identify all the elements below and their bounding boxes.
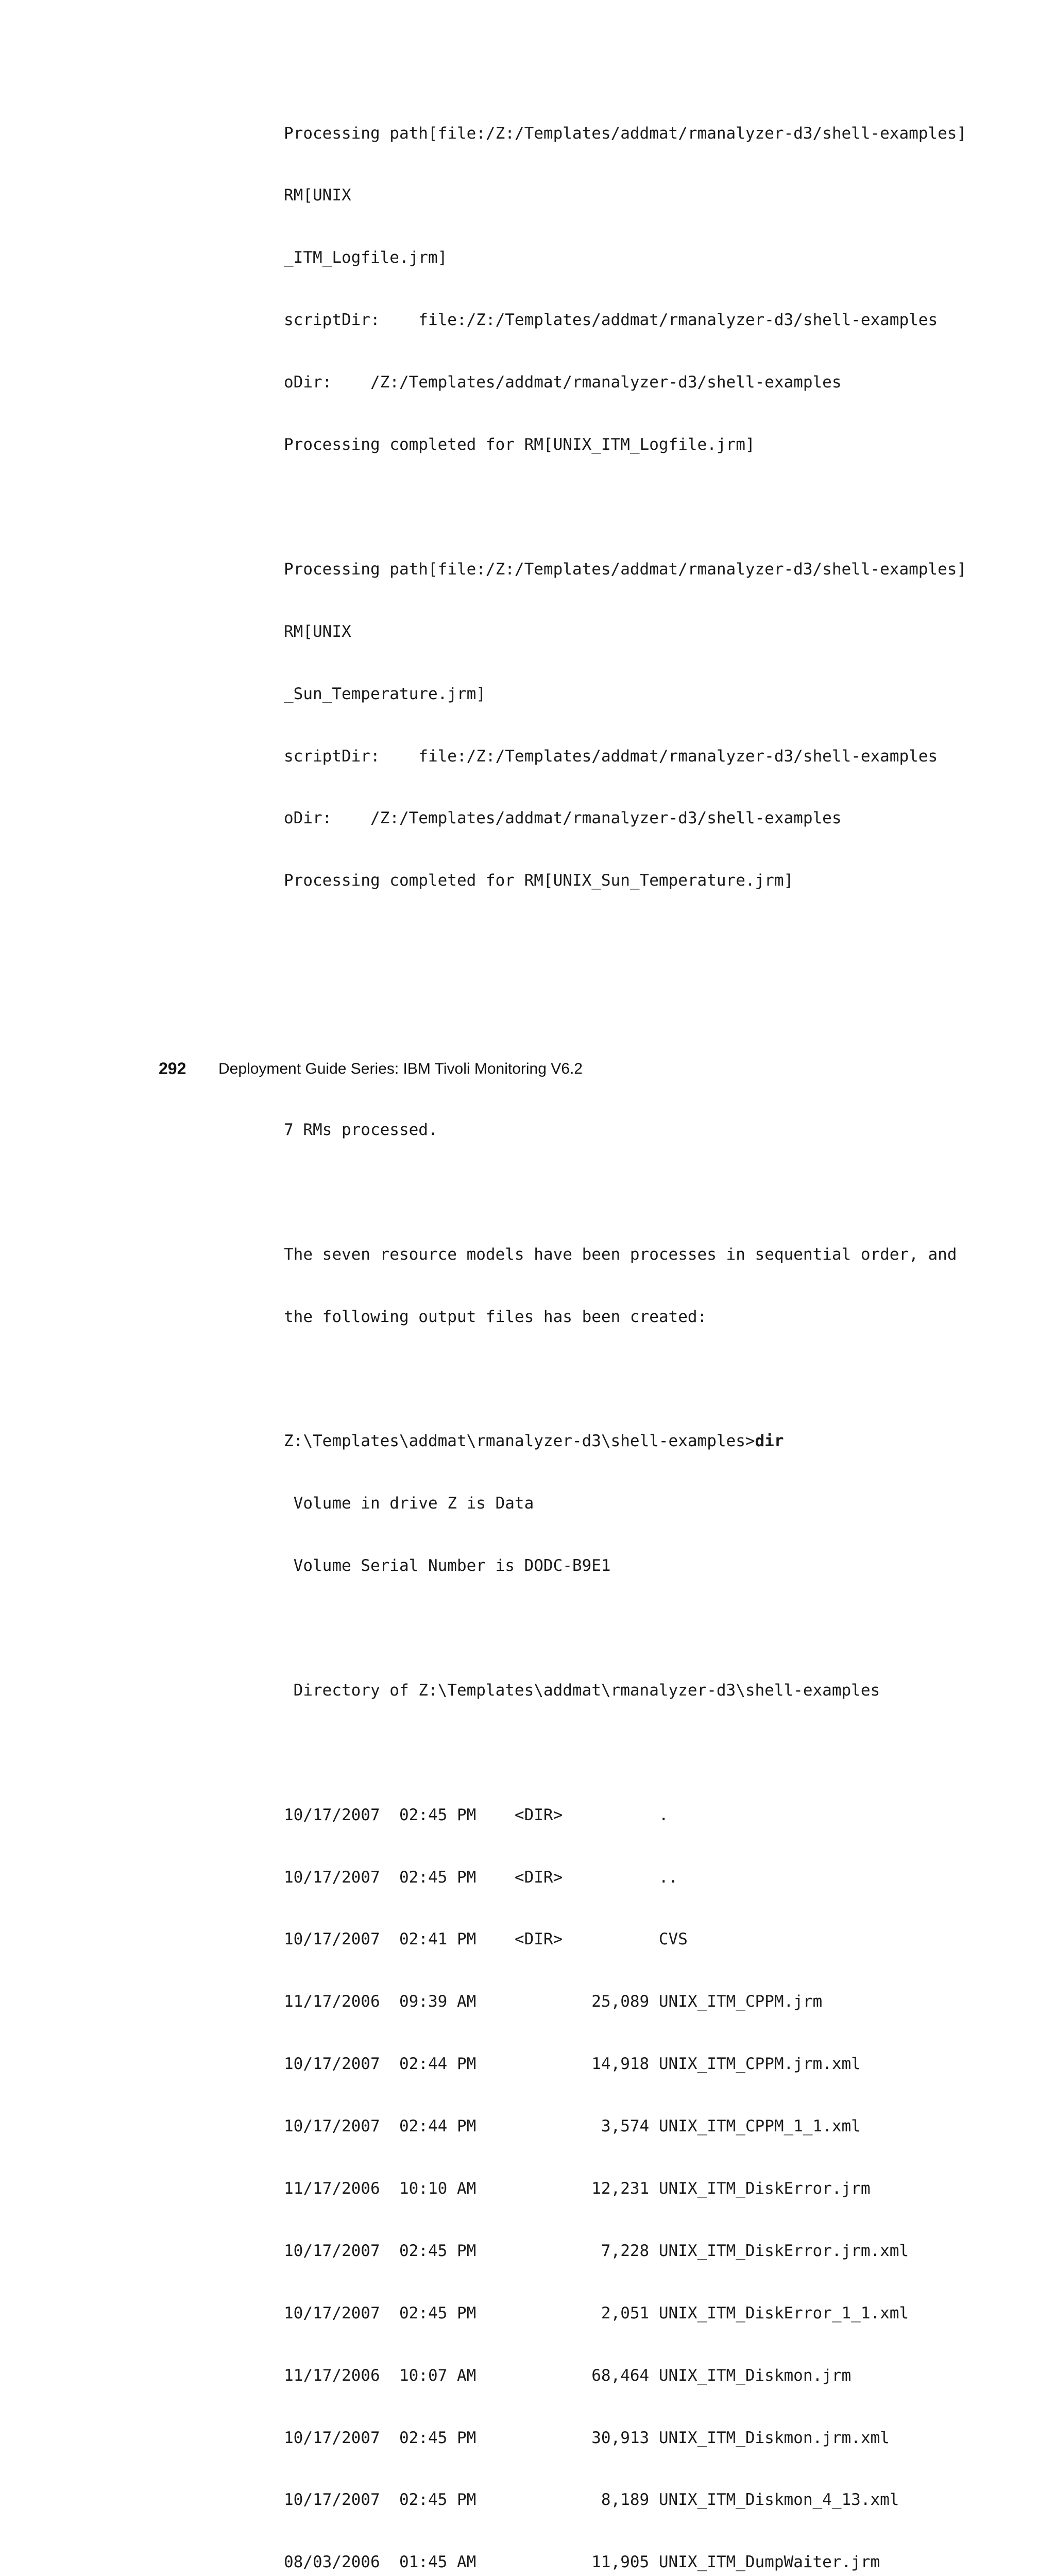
dir-entry: 11/17/2006 09:39 AM 25,089 UNIX_ITM_CPPM.jrm (284, 1992, 823, 2011)
page-number: 292 (159, 1059, 186, 1078)
output-line: _ITM_Logfile.jrm] (284, 248, 448, 267)
narrative-line: The seven resource models have been processes in sequential order, and (284, 1245, 957, 1264)
output-line: Processing completed for RM[UNIX_ITM_Logfile.jrm] (284, 435, 755, 454)
dir-entry: 10/17/2007 02:45 PM <DIR> .. (284, 1868, 678, 1887)
output-line: oDir: /Z:/Templates/addmat/rmanalyzer-d3/shell-examples (284, 809, 842, 828)
prompt-line (284, 1431, 966, 1451)
output-line: scriptDir: file:/Z:/Templates/addmat/rmanalyzer-d3/shell-examples (284, 747, 938, 766)
blank-line (284, 497, 966, 517)
blank-line (284, 1368, 966, 1389)
output-line: _Sun_Temperature.jrm] (284, 684, 486, 703)
dir-entry: 11/17/2006 10:07 AM 68,464 UNIX_ITM_Diskmon.jrm (284, 2366, 852, 2385)
blank-line (284, 1618, 966, 1638)
dir-entry: 10/17/2007 02:44 PM 3,574 UNIX_ITM_CPPM_1_1.xml (284, 2117, 861, 2136)
book-title: Deployment Guide Series: IBM Tivoli Monitoring V6.2 (218, 1060, 583, 1077)
output-line: oDir: /Z:/Templates/addmat/rmanalyzer-d3/shell-examples (284, 373, 842, 392)
output-line: scriptDir: file:/Z:/Templates/addmat/rmanalyzer-d3/shell-examples (284, 311, 938, 330)
dir-entry: 11/17/2006 10:10 AM 12,231 UNIX_ITM_DiskError.jrm (284, 2179, 871, 2198)
dir-entry: 10/17/2007 02:45 PM <DIR> . (284, 1805, 669, 1824)
blank-line (284, 1182, 966, 1202)
output-line: Processing completed for RM[UNIX_Sun_Temperature.jrm] (284, 871, 794, 890)
dir-entry: 08/03/2006 01:45 AM 11,905 UNIX_ITM_DumpWaiter.jrm (284, 2553, 880, 2572)
blank-line (284, 933, 966, 953)
directory-header: Directory of Z:\Templates\addmat\rmanalyzer-d3\shell-examples (284, 1681, 880, 1700)
blank-line (284, 995, 966, 1015)
volume-line: Volume Serial Number is DODC-B9E1 (284, 1556, 611, 1575)
volume-line: Volume in drive Z is Data (284, 1494, 534, 1513)
output-line: RM[UNIX (284, 622, 351, 641)
dir-entry: 10/17/2007 02:44 PM 14,918 UNIX_ITM_CPPM.jrm.xml (284, 2055, 861, 2074)
command-output-listing (284, 81, 966, 2576)
dir-entry: 10/17/2007 02:45 PM 8,189 UNIX_ITM_Diskmon_4_13.xml (284, 2490, 899, 2510)
blank-line (284, 1742, 966, 1763)
narrative-line: the following output files has been created: (284, 1307, 707, 1326)
dir-entry: 10/17/2007 02:45 PM 7,228 UNIX_ITM_DiskError.jrm.xml (284, 2241, 909, 2260)
dir-entry: 10/17/2007 02:41 PM <DIR> CVS (284, 1930, 688, 1949)
output-line: Processing path[file:/Z:/Templates/addmat/rmanalyzer-d3/shell-examples] (284, 124, 967, 143)
output-line: Processing path[file:/Z:/Templates/addmat/rmanalyzer-d3/shell-examples] (284, 560, 967, 579)
prompt-path: Z:\Templates\addmat\rmanalyzer-d3\shell-examples> (284, 1432, 755, 1451)
output-line: RM[UNIX (284, 186, 351, 205)
summary-line: 7 RMs processed. (284, 1120, 438, 1139)
command-text: dir (755, 1432, 784, 1451)
dir-entry: 10/17/2007 02:45 PM 30,913 UNIX_ITM_Diskmon.jrm.xml (284, 2428, 890, 2447)
dir-entry: 10/17/2007 02:45 PM 2,051 UNIX_ITM_DiskError_1_1.xml (284, 2303, 909, 2323)
